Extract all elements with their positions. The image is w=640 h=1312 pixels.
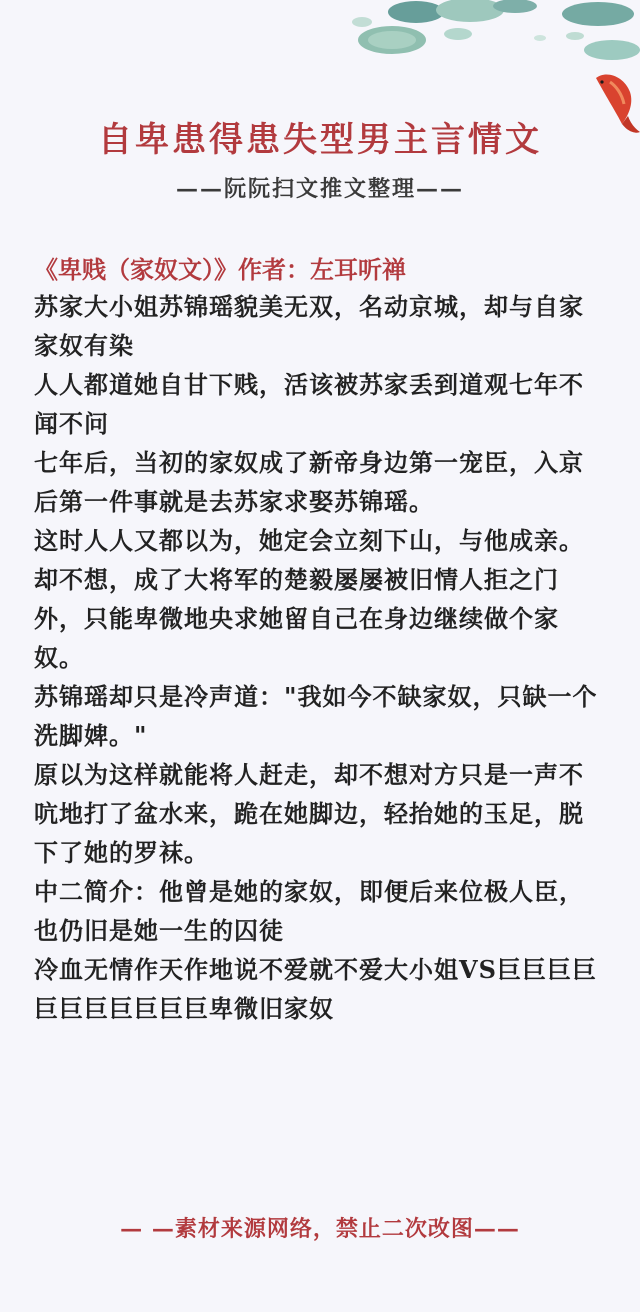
- paragraph: 这时人人又都以为，她定会立刻下山，与他成亲。: [34, 526, 584, 555]
- book-title: 《卑贱（家奴文）》作者：左耳听禅: [34, 255, 406, 284]
- paragraph: 人人都道她自甘下贱，活该被苏家丢到道观七年不闻不问: [34, 370, 584, 438]
- paragraph: 七年后，当初的家奴成了新帝身边第一宠臣，入京后第一件事就是去苏家求娶苏锦瑶。: [34, 448, 584, 516]
- paragraph: 冷血无情作天作地说不爱就不爱大小姐VS巨巨巨巨巨巨巨巨巨巨巨卑微旧家奴: [34, 955, 597, 1023]
- footer-note: — —素材来源网络，禁止二次改图——: [120, 1216, 520, 1242]
- paragraph: 却不想，成了大将军的楚毅屡屡被旧情人拒之门外，只能卑微地央求她留自己在身边继续做个家奴。: [34, 565, 559, 672]
- page-subtitle: ——阮阮扫文推文整理——: [175, 176, 464, 202]
- page-title: 自卑患得患失型男主言情文: [98, 120, 542, 160]
- paragraph: 苏锦瑶却只是冷声道："我如今不缺家奴，只缺一个洗脚婢。": [34, 682, 598, 750]
- paragraph: 苏家大小姐苏锦瑶貌美无双，名动京城，却与自家家奴有染: [34, 292, 584, 360]
- paragraph: 中二简介：他曾是她的家奴，即便后来位极人臣，也仍旧是她一生的囚徒: [34, 877, 584, 945]
- paragraph: 原以为这样就能将人赶走，却不想对方只是一声不吭地打了盆水来，跪在她脚边，轻抬她的玉足，脱下了她的罗袜。: [34, 760, 584, 867]
- article-body: [34, 252, 608, 1028]
